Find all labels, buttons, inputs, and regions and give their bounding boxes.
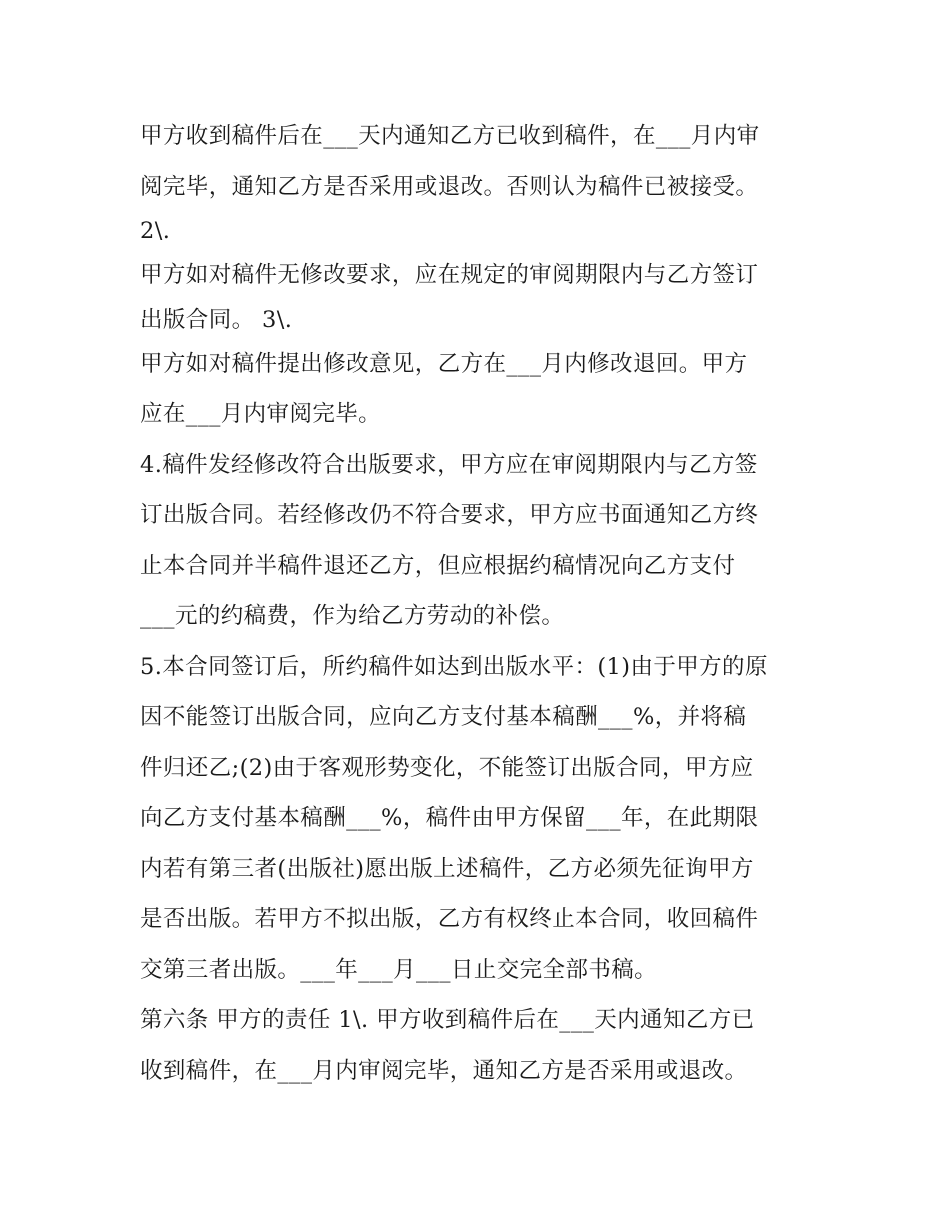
text-line: 5.本合同签订后，所约稿件如达到出版水平：(1)由于甲方的原 [140,653,768,680]
text-line: 收到稿件，在___月内审阅完毕，通知乙方是否采用或退改。 [140,1057,748,1084]
text-line: 甲方如对稿件无修改要求，应在规定的审阅期限内与乙方签订 [140,262,759,288]
text-line: 甲方收到稿件后在___天内通知乙方已收到稿件，在___月内审 [140,123,760,149]
text-line: 4.稿件发经修改符合出版要求，甲方应在审阅期限内与乙方签 [140,451,758,478]
text-line: 阅完毕，通知乙方是否采用或退改。否则认为稿件已被接受。 [140,173,759,200]
text-line: ___元的约稿费，作为给乙方劳动的补偿。 [140,603,565,629]
text-line: 出版合同。 3\. [140,306,293,333]
text-line: 第六条 甲方的责任 1\. 甲方收到稿件后在___天内通知乙方已 [140,1007,755,1033]
text-line: 向乙方支付基本稿酬___%，稿件由甲方保留___年，在此期限 [140,805,759,831]
text-line: 甲方如对稿件提出修改意见，乙方在___月内修改退回。甲方 [140,350,748,377]
text-line: 交第三者出版。___年___月___日止交完全部书稿。 [140,956,658,983]
text-line: 内若有第三者(出版社)愿出版上述稿件，乙方必须先征询甲方 [140,855,754,882]
text-line: 件归还乙;(2)由于客观形势变化，不能签订出版合同，甲方应 [140,754,754,781]
text-line: 因不能签订出版合同，应向乙方支付基本稿酬___%，并将稿 [140,704,747,730]
text-line: 2\. [140,218,171,244]
text-line: 订出版合同。若经修改仍不符合要求，甲方应书面通知乙方终 [140,502,759,528]
text-line: 止本合同并半稿件退还乙方，但应根据约稿情况向乙方支付 [140,552,736,579]
contract-text [140,111,820,1096]
text-line: 应在___月内审阅完毕。 [140,401,382,427]
text-line: 是否出版。若甲方不拟出版，乙方有权终止本合同，收回稿件 [140,906,759,932]
